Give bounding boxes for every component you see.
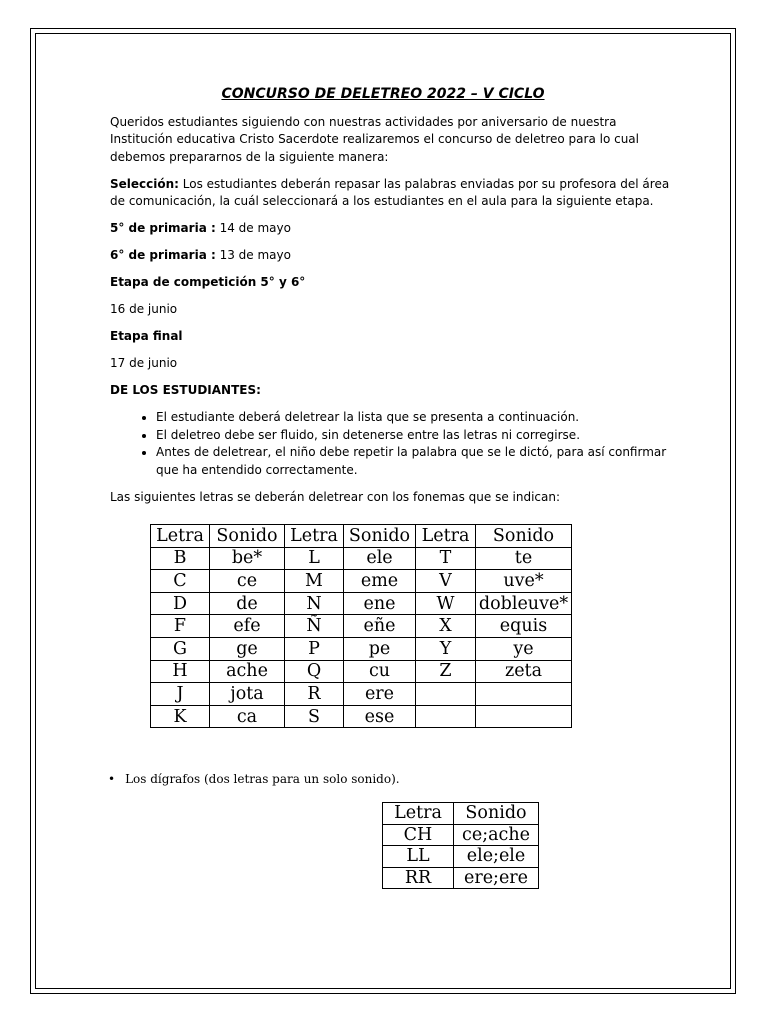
table-cell: CH — [383, 824, 454, 846]
table-cell: RR — [383, 867, 454, 889]
table-cell: C — [151, 570, 210, 593]
table-header: Sonido — [454, 803, 539, 825]
table-cell: Ñ — [285, 615, 344, 638]
digrafos-text: Los dígrafos (dos letras para un solo sonido). — [125, 772, 400, 786]
table-cell: X — [416, 615, 476, 638]
table-cell: M — [285, 570, 344, 593]
list-item: • El estudiante deberá deletrear la lista que se presenta a continuación. — [156, 409, 670, 427]
letras-table — [150, 524, 572, 728]
table-cell: LL — [383, 846, 454, 868]
table-row — [151, 660, 572, 683]
intro-paragraph: Queridos estudiantes siguiendo con nuestras actividades por aniversario de nuestra Institución educativa Cristo Sacerdote realizaremos el concurso de deletreo para lo cual debemos prepararnos de la siguiente manera: — [110, 114, 639, 164]
table-row — [151, 705, 572, 728]
digrafos-table — [382, 802, 539, 889]
estudiantes-heading: DE LOS ESTUDIANTES: — [110, 383, 261, 397]
sexto-label: 6° de primaria : — [110, 248, 216, 262]
table-header-row — [151, 525, 572, 548]
seleccion-text: Los estudiantes deberán repasar las palabras enviadas por su profesora del área de comunicación, la cuál seleccionará a los estudiantes en el aula para la siguiente etapa. — [110, 176, 670, 208]
table-cell: G — [151, 637, 210, 660]
table-cell: equis — [476, 615, 572, 638]
table-cell: ce;ache — [454, 824, 539, 846]
table-cell: T — [416, 547, 476, 570]
table-cell: eme — [344, 570, 416, 593]
table-cell: ele — [344, 547, 416, 570]
table-cell: de — [210, 592, 285, 615]
table-row — [151, 592, 572, 615]
list-item: • El deletreo debe ser fluido, sin detenerse entre las letras ni corregirse. — [156, 427, 670, 445]
fonemas-intro: Las siguientes letras se deberán deletrear con los fonemas que se indican: — [110, 490, 561, 504]
seleccion-label: Selección: — [110, 176, 179, 191]
table-cell: B — [151, 547, 210, 570]
table-cell: ca — [210, 705, 285, 728]
quinto-line — [110, 220, 670, 238]
table-cell — [476, 683, 572, 706]
table-cell: zeta — [476, 660, 572, 683]
table-cell: ce — [210, 570, 285, 593]
table-cell: Y — [416, 637, 476, 660]
table-cell: jota — [210, 683, 285, 706]
table-cell: ere — [344, 683, 416, 706]
table-cell: V — [416, 570, 476, 593]
table-cell: ge — [210, 637, 285, 660]
table-cell: J — [151, 683, 210, 706]
table-cell: ele;ele — [454, 846, 539, 868]
table-cell: N — [285, 592, 344, 615]
table-cell: dobleuve* — [476, 592, 572, 615]
table-header: Sonido — [344, 525, 416, 548]
table-row — [383, 867, 539, 889]
table-cell: ene — [344, 592, 416, 615]
table-cell: ese — [344, 705, 416, 728]
table-cell — [416, 683, 476, 706]
table-cell: F — [151, 615, 210, 638]
table-row — [383, 846, 539, 868]
table-header: Letra — [416, 525, 476, 548]
table-row — [151, 547, 572, 570]
bullet-icon: • — [108, 772, 116, 786]
quinto-date: 14 de mayo — [215, 221, 291, 235]
table-header: Sonido — [210, 525, 285, 548]
final-heading: Etapa final — [110, 329, 183, 343]
table-row — [383, 824, 539, 846]
table-row — [151, 615, 572, 638]
document-body — [110, 86, 670, 516]
document-title: CONCURSO DE DELETREO 2022 – V CICLO — [221, 86, 545, 102]
final-date: 17 de junio — [110, 356, 178, 370]
sexto-date: 13 de mayo — [215, 248, 291, 262]
table-cell: Z — [416, 660, 476, 683]
competicion-date: 16 de junio — [110, 302, 178, 316]
quinto-label: 5° de primaria : — [110, 221, 216, 235]
table-cell: W — [416, 592, 476, 615]
table-cell: ere;ere — [454, 867, 539, 889]
table-cell — [416, 705, 476, 728]
table-cell: ache — [210, 660, 285, 683]
table-cell: D — [151, 592, 210, 615]
table-cell: pe — [344, 637, 416, 660]
table-header: Letra — [285, 525, 344, 548]
table-cell: R — [285, 683, 344, 706]
sexto-line — [110, 247, 670, 265]
table-cell: ye — [476, 637, 572, 660]
list-item: • Antes de deletrear, el niño debe repetir la palabra que se le dictó, para así confirmar que ha entendido correctamente. — [156, 444, 670, 479]
table-cell: P — [285, 637, 344, 660]
table-cell: uve* — [476, 570, 572, 593]
rules-list — [110, 409, 670, 479]
competicion-heading: Etapa de competición 5° y 6° — [110, 275, 306, 289]
table-cell: Q — [285, 660, 344, 683]
table-cell: L — [285, 547, 344, 570]
table-header: Letra — [383, 803, 454, 825]
table-cell — [476, 705, 572, 728]
digrafos-line — [108, 772, 400, 786]
table-cell: te — [476, 547, 572, 570]
table-row — [151, 570, 572, 593]
seleccion-paragraph — [110, 176, 670, 211]
table-cell: eñe — [344, 615, 416, 638]
table-header-row — [383, 803, 539, 825]
table-cell: S — [285, 705, 344, 728]
table-cell: efe — [210, 615, 285, 638]
table-cell: cu — [344, 660, 416, 683]
table-cell: K — [151, 705, 210, 728]
table-row — [151, 637, 572, 660]
table-cell: H — [151, 660, 210, 683]
table-header: Sonido — [476, 525, 572, 548]
table-cell: be* — [210, 547, 285, 570]
table-row — [151, 683, 572, 706]
table-header: Letra — [151, 525, 210, 548]
